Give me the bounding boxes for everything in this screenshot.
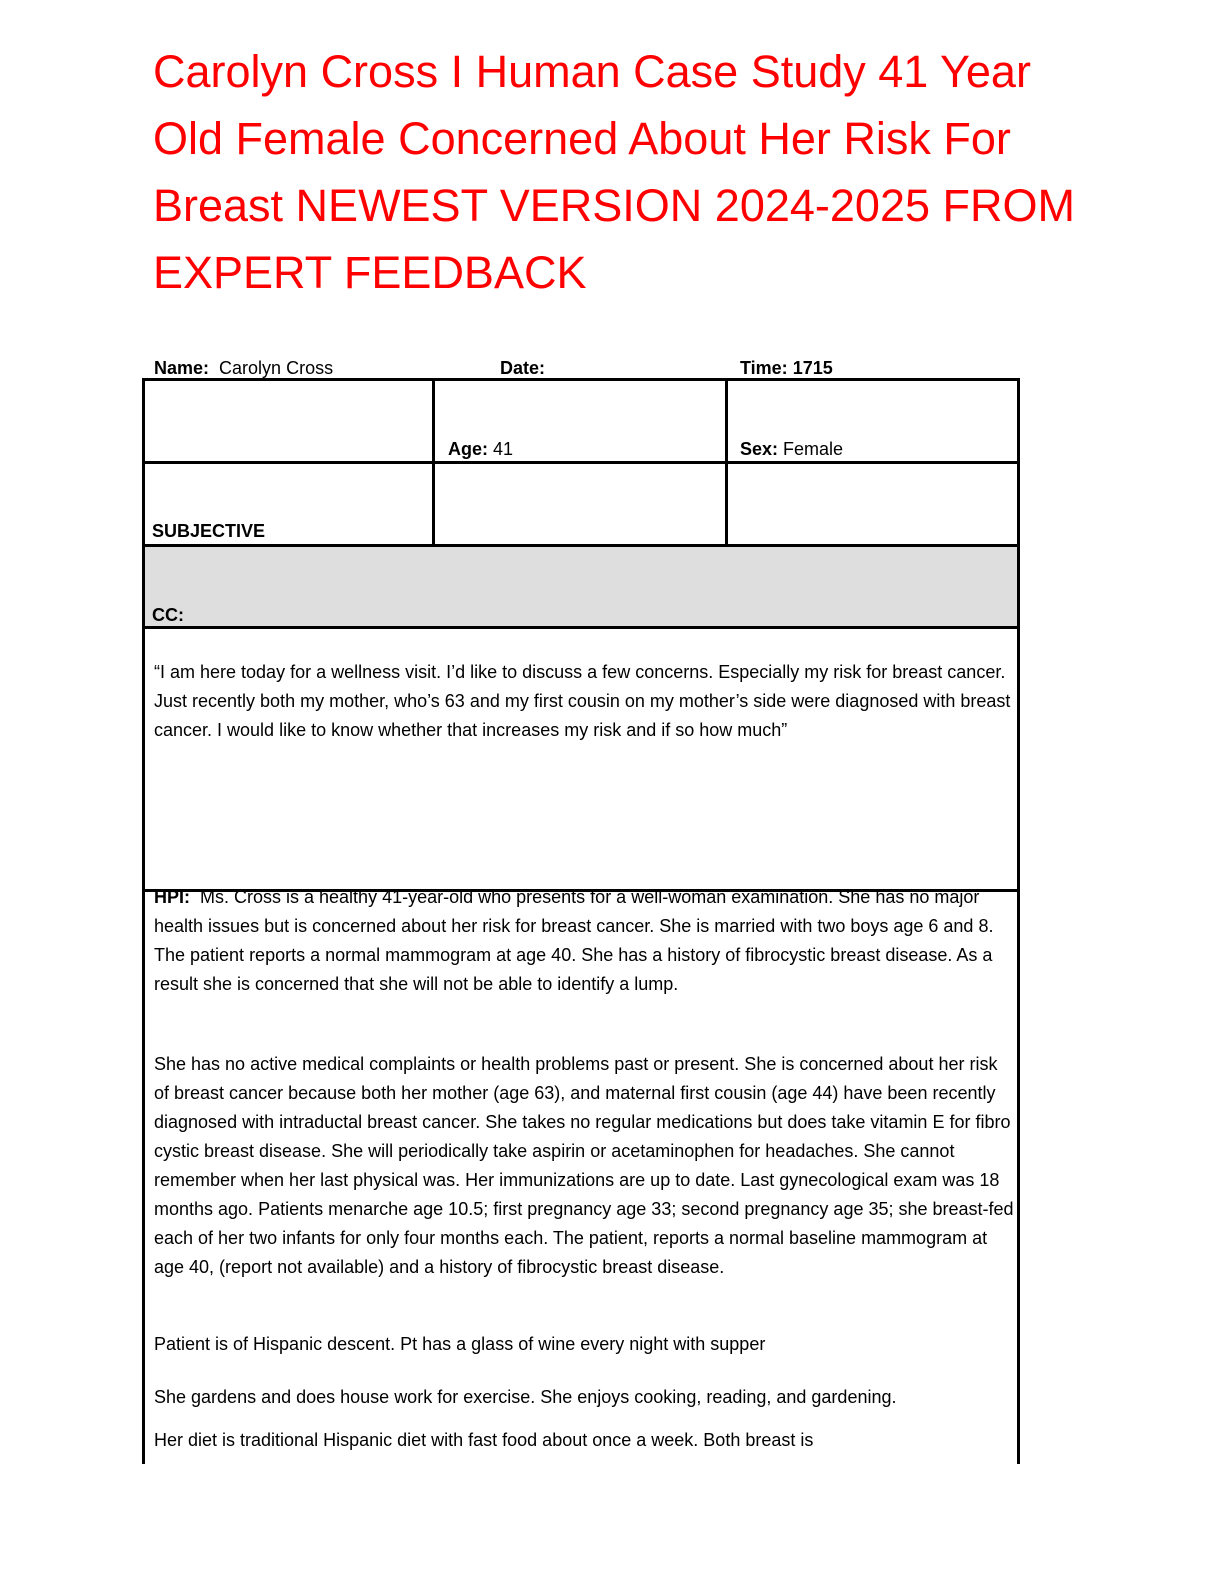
table-border-left [142,378,145,1464]
table-border-row1 [142,461,1020,464]
sex-value: Female [783,439,844,459]
name-value: Carolyn Cross [219,358,334,378]
table-border-top [142,378,1020,381]
hpi-paragraph-1 [154,883,1014,999]
cc-quote: “I am here today for a wellness visit. I’d like to discuss a few concerns. Especially my risk for breast cancer. Just recently both my mother, who’s 63 and my first cousin on my mother’s side were diagnosed with breast cancer. I would like to know whether that increases my risk and if so how much” [154,662,1011,740]
table-divider-1 [432,378,435,547]
hpi-paragraph-3: Patient is of Hispanic descent. Pt has a glass of wine every night with supper [154,1334,766,1354]
table-border-right [1017,378,1020,1464]
hpi-paragraph-4: She gardens and does house work for exercise. She enjoys cooking, reading, and gardening. [154,1387,897,1407]
hpi-paragraph-2: She has no active medical complaints or health problems past or present. She is concerned about her risk of breast cancer because both her mother (age 63), and maternal first cousin (age 44) have been recently diagnosed with intraductal breast cancer. She takes no regular medications but does take vitamin E for fibro cystic breast disease. She will periodically take aspirin or acetaminophen for headaches. She cannot remember when her last physical was. Her immunizations are up to date. Last gynecological exam was 18 months ago. Patients menarche age 10.5; first pregnancy age 33; second pregnancy age 35; she breast-fed each of her two infants for only four months each. The patient, reports a normal baseline mammogram at age 40, (report not available) and a history of fibrocystic breast disease. [154,1054,1014,1277]
time-value: 1715 [792,358,833,378]
table-border-row2 [142,544,1020,547]
cc-band [142,546,1019,628]
sex-field [740,438,843,460]
document-title: Carolyn Cross I Human Case Study 41 Year Old Female Concerned About Her Risk For Breast NEWEST VERSION 2024-2025 FROM EXPERT FEEDBACK [153,46,1075,298]
table-divider-2 [725,378,728,547]
time-field [740,357,833,379]
sex-label: Sex: [740,439,779,459]
name-field [154,357,333,379]
date-label: Date: [500,358,546,378]
table-border-cc [142,626,1020,629]
age-label: Age: [448,439,488,459]
subjective-label: SUBJECTIVE [152,521,266,541]
hpi-label: HPI: [154,887,190,907]
hpi-paragraph-5: Her diet is traditional Hispanic diet with fast food about once a week. Both breast is [154,1430,814,1450]
cc-label: CC: [152,605,184,625]
age-value: 41 [493,439,514,459]
age-field [448,438,513,460]
name-label: Name: [154,358,210,378]
time-label: Time: [740,358,788,378]
hpi-text-1: Ms. Cross is a healthy 41-year-old who presents for a well-woman examination. She has no major health issues but is concerned about her risk for breast cancer. She is married with two boys age 6 and 8. The patient reports a normal mammogram at age 40. She has a history of fibrocystic breast disease. As a result she is concerned that she will not be able to identify a lump. [154,887,994,994]
date-field [500,357,545,379]
